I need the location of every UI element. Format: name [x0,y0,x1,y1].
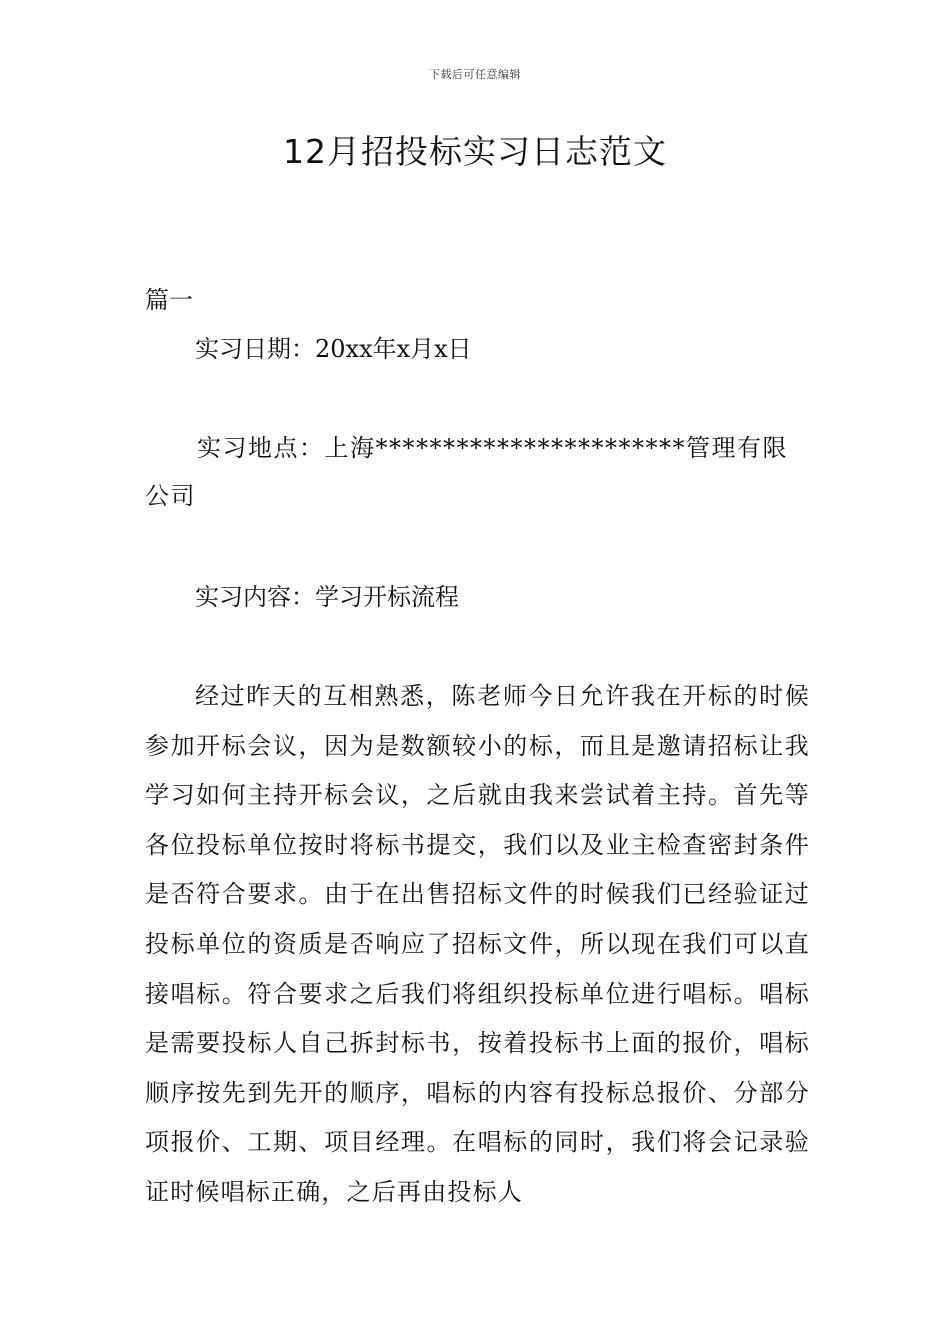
location-line: 实习地点：上海***********************管理有限公司 [145,434,788,510]
body-paragraph: 经过昨天的互相熟悉，陈老师今日允许我在开标的时候参加开标会议，因为是数额较小的标，而且是邀请招标让我学习如何主持开标会议，之后就由我来尝试着主持。首先等各位投标单位按时将标书提交，我们以及业主检查密封条件是否符合要求。由于在出售招标文件的时候我们已经验证过投标单位的资质是否响应了招标文件，所以现在我们可以直接唱标。符合要求之后我们将组织投标单位进行唱标。唱标是需要投标人自己拆封标书，按着投标书上面的报价，唱标顺序按先到先开的顺序，唱标的内容有投标总报价、分部分项报价、工期、项目经理。在唱标的同时，我们将会记录验证时候唱标正确，之后再由投标人 [145,682,810,1206]
section-label: 篇一 [145,286,193,314]
date-line: 实习日期：20xx年x月x日 [195,335,472,363]
document-title: 12月招投标实习日志范文 [283,132,667,171]
header-note: 下载后可任意编辑 [429,68,521,81]
content-line: 实习内容：学习开标流程 [195,583,459,611]
